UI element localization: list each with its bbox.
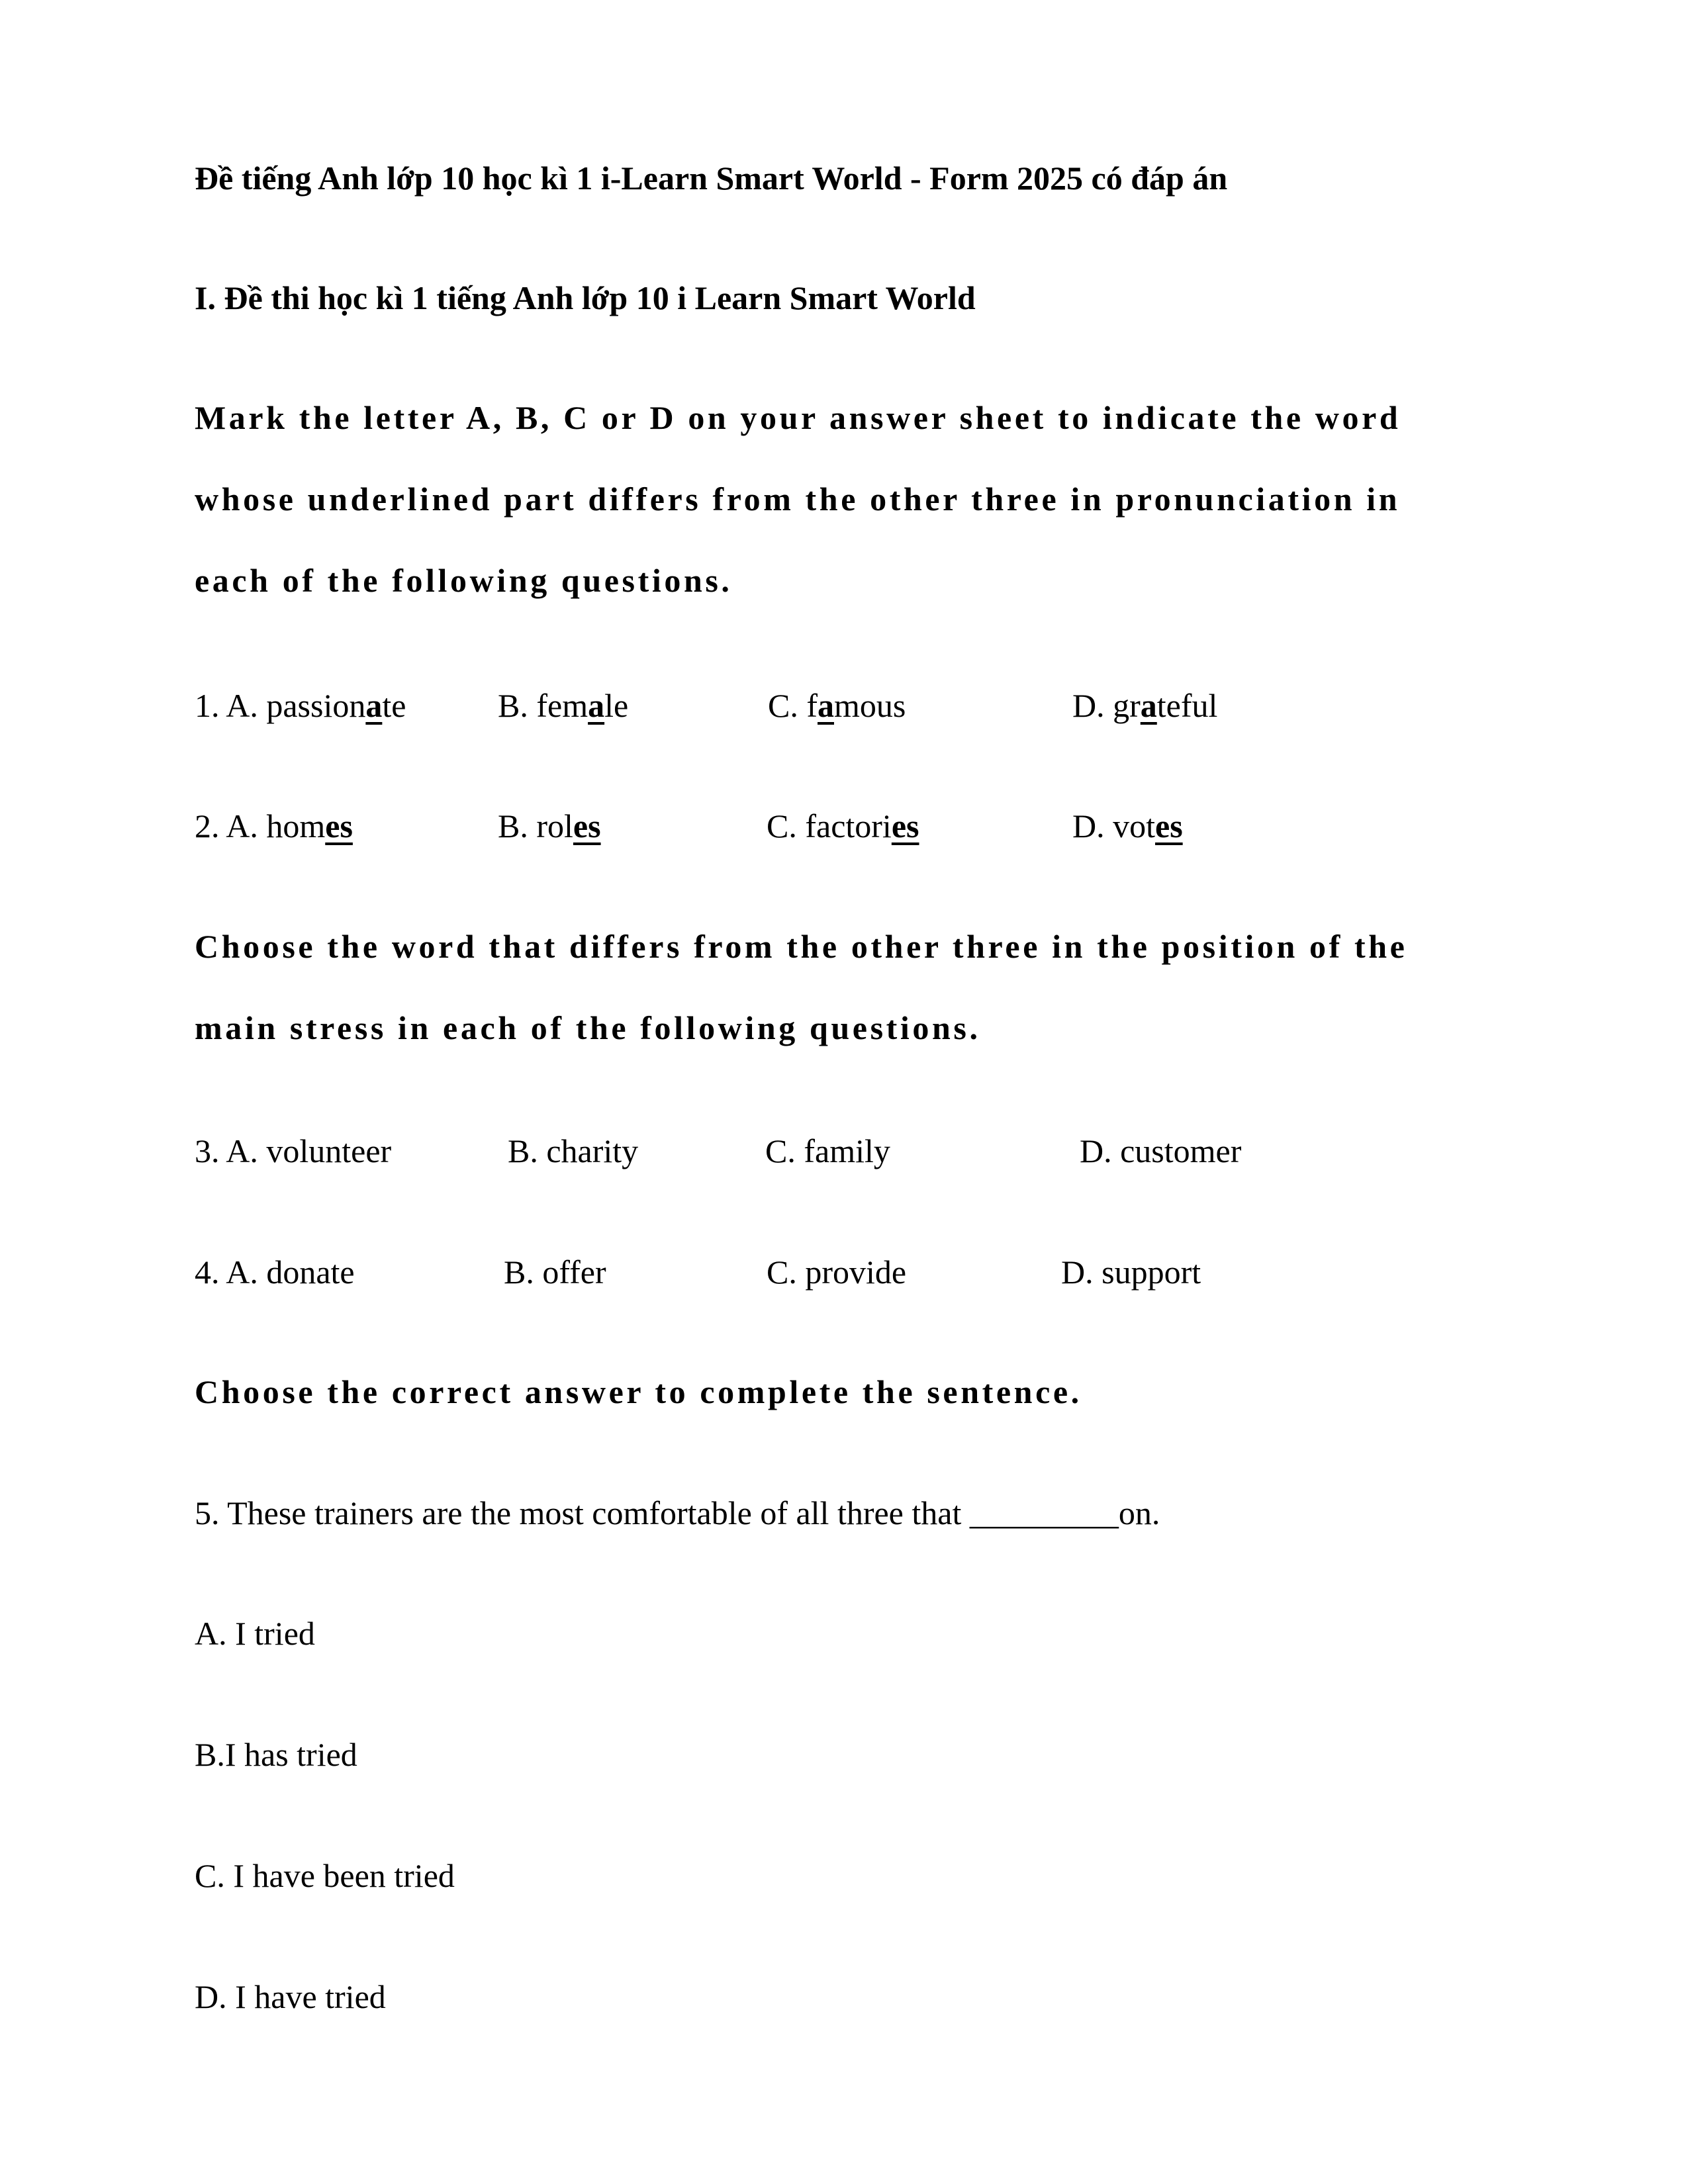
q1-option-c: C. famous bbox=[768, 687, 906, 724]
instruction-pronunciation-line-3: each of the following questions. bbox=[195, 562, 733, 599]
underlined-part: a bbox=[365, 687, 383, 724]
section-heading: I. Đề thi học kì 1 tiếng Anh lớp 10 i Learn Smart World bbox=[195, 279, 976, 316]
instruction-complete: Choose the correct answer to complete the sentence. bbox=[195, 1373, 1082, 1410]
q5-option-c: C. I have been tried bbox=[195, 1857, 455, 1894]
document-title: Đề tiếng Anh lớp 10 học kì 1 i-Learn Smart World - Form 2025 có đáp án bbox=[195, 159, 1228, 197]
q1-option-a: 1. A. passionate bbox=[195, 687, 406, 724]
q4-option-b: B. offer bbox=[504, 1253, 606, 1291]
q4-option-c: C. provide bbox=[767, 1253, 907, 1291]
underlined-part: es bbox=[325, 807, 353, 844]
q3-option-c: C. family bbox=[765, 1132, 890, 1169]
instruction-stress-line-1: Choose the word that differs from the other three in the position of the bbox=[195, 928, 1408, 965]
q5-option-a: A. I tried bbox=[195, 1615, 315, 1652]
q2-option-a: 2. A. homes bbox=[195, 807, 353, 844]
underlined-part: es bbox=[573, 807, 601, 844]
q2-option-d: D. votes bbox=[1072, 807, 1183, 844]
underlined-part: a bbox=[1140, 687, 1157, 724]
instruction-stress-line-2: main stress in each of the following questions. bbox=[195, 1009, 981, 1046]
q1-option-b: B. female bbox=[498, 687, 629, 724]
underlined-part: es bbox=[891, 807, 919, 844]
q5-option-d: D. I have tried bbox=[195, 1978, 386, 2015]
instruction-pronunciation-line-1: Mark the letter A, B, C or D on your answer sheet to indicate the word bbox=[195, 399, 1401, 436]
underlined-part: a bbox=[588, 687, 605, 724]
q3-option-b: B. charity bbox=[508, 1132, 639, 1169]
q5-question: 5. These trainers are the most comfortable of all three that _________on. bbox=[195, 1494, 1160, 1531]
q3-option-d: D. customer bbox=[1080, 1132, 1242, 1169]
q4-option-a: 4. A. donate bbox=[195, 1253, 355, 1291]
underlined-part: a bbox=[818, 687, 834, 724]
q1-option-d: D. grateful bbox=[1072, 687, 1218, 724]
instruction-pronunciation-line-2: whose underlined part differs from the other three in pronunciation in bbox=[195, 480, 1401, 518]
q3-option-a: 3. A. volunteer bbox=[195, 1132, 392, 1169]
q5-option-b: B.I has tried bbox=[195, 1736, 357, 1773]
q2-option-b: B. roles bbox=[498, 807, 601, 844]
underlined-part: es bbox=[1155, 807, 1183, 844]
q4-option-d: D. support bbox=[1061, 1253, 1201, 1291]
q2-option-c: C. factories bbox=[767, 807, 919, 844]
